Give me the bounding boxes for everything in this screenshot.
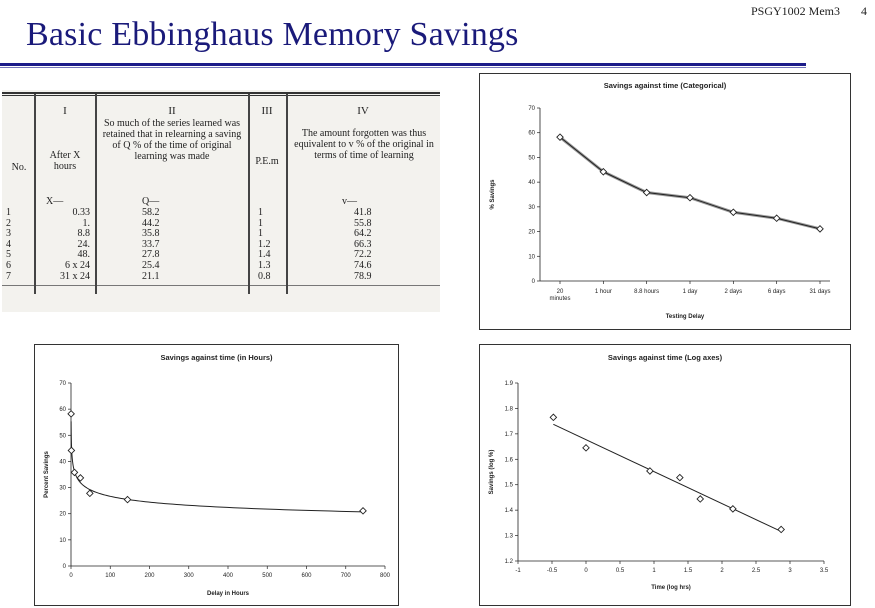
x-tick-label: 6 days	[767, 289, 786, 295]
course-code: PSGY1002 Mem3	[750, 4, 840, 18]
col1-head: After X hours	[49, 150, 81, 172]
page-number: 4	[861, 4, 867, 18]
data-point	[68, 447, 74, 453]
table-cell-v: 66.3	[354, 238, 372, 250]
y-tick-label: 50	[59, 433, 66, 440]
data-point	[68, 411, 74, 417]
x-tick-label: 0	[69, 573, 73, 579]
table-cell-pe: 1.3	[258, 260, 271, 271]
y-tick-label: 20	[59, 511, 66, 518]
x-tick-label: 100	[105, 573, 116, 579]
x-tick-label: 1 day	[682, 289, 698, 295]
chart-categorical	[479, 73, 851, 330]
y-tick-label: 20	[528, 229, 535, 236]
col-no-head: No.	[11, 162, 27, 173]
y-tick-label: 1.9	[504, 381, 513, 387]
table-cell-q: 25.4	[142, 260, 160, 271]
roman-2: II	[168, 105, 176, 117]
x-tick-label: 2	[720, 568, 724, 574]
data-point	[550, 414, 556, 420]
y-axis-label: % Savings	[490, 179, 496, 210]
y-axis-label: Savings (log %)	[489, 449, 495, 495]
y-tick-label: 1.3	[504, 533, 513, 540]
table-cell-v: 55.8	[354, 217, 372, 229]
roman-1: I	[63, 105, 67, 117]
y-tick-label: 0	[62, 564, 66, 570]
x-tick-label: 400	[222, 573, 234, 579]
data-point	[583, 445, 589, 451]
col4-head: The amount forgotten was thus equivalent to v % of the original in terms of time of learning	[294, 128, 434, 161]
x-axis-label: Time (log hrs)	[651, 585, 691, 591]
table-cell-q: 44.2	[142, 217, 160, 229]
x-tick-label: 3	[788, 568, 792, 574]
x-tick-label: 300	[183, 573, 194, 579]
table-cell-x: 6 x 24	[65, 260, 90, 271]
trend-line	[71, 421, 363, 512]
table-cell-x: 0.33	[72, 207, 90, 218]
table-cell-q: 21.1	[142, 270, 160, 282]
y-tick-label: 30	[528, 204, 535, 211]
trend-line	[553, 424, 781, 531]
data-point	[677, 474, 683, 480]
y-tick-label: 70	[59, 381, 66, 387]
table-cell-q: 35.8	[142, 228, 160, 240]
table-cell-no: 2	[6, 217, 11, 229]
data-point	[360, 508, 366, 514]
x-tick-label: 20	[556, 289, 564, 295]
data-point	[71, 469, 77, 475]
table-cell-no: 6	[6, 260, 11, 271]
col4-symbol: v—	[342, 196, 357, 207]
x-tick-label: -1	[515, 568, 521, 574]
y-tick-label: 10	[59, 537, 66, 544]
table-cell-x: 8.8	[77, 228, 90, 240]
x-tick-label: 2.5	[751, 568, 761, 574]
col2-symbol: Q—	[142, 196, 160, 207]
x-tick-label: 700	[340, 573, 351, 579]
series-line-shadow	[560, 137, 820, 229]
y-tick-label: 1.4	[504, 508, 513, 515]
y-tick-label: 0	[531, 279, 535, 285]
data-point	[778, 526, 784, 532]
y-tick-label: 1.7	[504, 431, 513, 438]
x-axis-label: Testing Delay	[665, 314, 705, 320]
x-tick-label: 3.5	[819, 568, 829, 574]
y-tick-label: 10	[528, 254, 535, 261]
y-tick-label: 1.2	[504, 559, 513, 565]
y-tick-label: 50	[528, 155, 535, 162]
chart-hours-plot	[35, 345, 398, 605]
title-underline	[0, 63, 806, 66]
table-cell-no: 5	[6, 249, 11, 261]
y-tick-label: 40	[528, 180, 535, 187]
chart-categorical-plot	[480, 74, 850, 329]
x-tick-label: 200	[144, 573, 155, 579]
roman-4: IV	[357, 105, 369, 117]
y-tick-label: 1.8	[504, 406, 513, 413]
y-tick-label: 60	[59, 407, 66, 414]
chart-log	[479, 344, 851, 606]
x-tick-label: -0.5	[546, 568, 558, 574]
table-cell-x: 31 x 24	[60, 270, 90, 282]
slide-title: Basic Ebbinghaus Memory Savings	[26, 16, 519, 53]
chart-title: Savings against time (Log axes)	[607, 353, 723, 362]
y-tick-label: 40	[59, 459, 66, 466]
chart-title: Savings against time (in Hours)	[160, 353, 273, 362]
chart-title: Savings against time (Categorical)	[603, 81, 727, 90]
table-cell-no: 7	[6, 270, 11, 282]
x-tick-label: 0.5	[615, 568, 625, 574]
title-underline-thin	[0, 67, 806, 68]
table-cell-x: 24.	[77, 238, 90, 250]
data-point	[817, 226, 823, 232]
data-point	[697, 496, 703, 502]
data-point	[124, 496, 130, 502]
data-point	[773, 215, 779, 221]
table-cell-x: 1.	[82, 217, 90, 229]
col3-head: P.E.m	[255, 156, 279, 167]
series-line	[560, 137, 820, 229]
x-tick-label: 800	[379, 573, 391, 579]
table-cell-v: 74.6	[354, 260, 372, 271]
table-cell-q: 27.8	[142, 249, 160, 261]
y-tick-label: 1.5	[504, 482, 513, 489]
table-cell-q: 33.7	[142, 238, 160, 250]
table-cell-v: 41.8	[354, 207, 372, 218]
x-tick-label: 1	[652, 568, 656, 574]
y-axis-label: Percent Savings	[44, 451, 50, 498]
table-cell-pe: 0.8	[258, 270, 271, 282]
table-cell-pe: 1	[258, 228, 263, 240]
col2-head: So much of the series learned was retained that in relearning a saving of Q % of the time of original learning was made	[102, 118, 242, 162]
table-cell-v: 64.2	[354, 228, 372, 240]
table-cell-no: 1	[6, 207, 11, 218]
table-cell-pe: 1.2	[258, 238, 271, 250]
table-cell-pe: 1.4	[258, 249, 271, 261]
table-cell-v: 78.9	[354, 270, 372, 282]
table-cell-no: 3	[6, 228, 11, 240]
y-tick-label: 60	[528, 130, 535, 137]
x-tick-label: 1.5	[683, 568, 693, 574]
x-tick-label: 500	[262, 573, 273, 579]
chart-hours	[34, 344, 399, 606]
table-cell-pe: 1	[258, 217, 263, 229]
roman-3: III	[261, 105, 273, 117]
col1-symbol: X—	[46, 196, 64, 207]
x-tick-label: 31 days	[809, 289, 831, 295]
x-tick-label: 1 hour	[594, 289, 612, 295]
x-tick-label: 0	[584, 568, 588, 574]
x-tick-label: 2 days	[724, 289, 743, 295]
table-cell-v: 72.2	[354, 249, 372, 261]
table-cell-q: 58.2	[142, 207, 160, 218]
y-tick-label: 30	[59, 485, 66, 492]
x-axis-label: Delay in Hours	[206, 591, 250, 597]
slide-header-id	[733, 4, 867, 19]
chart-log-plot	[480, 345, 850, 605]
x-tick-label: 600	[301, 573, 312, 579]
data-point	[730, 506, 736, 512]
x-tick-label: minutes	[549, 296, 571, 302]
table-cell-x: 48.	[77, 249, 90, 261]
ebbinghaus-table-scan	[2, 90, 440, 312]
x-tick-label: 8.8 hours	[634, 289, 660, 295]
y-tick-label: 70	[528, 106, 535, 112]
table-cell-no: 4	[6, 238, 11, 250]
table-cell-pe: 1	[258, 207, 263, 218]
y-tick-label: 1.6	[504, 457, 513, 464]
